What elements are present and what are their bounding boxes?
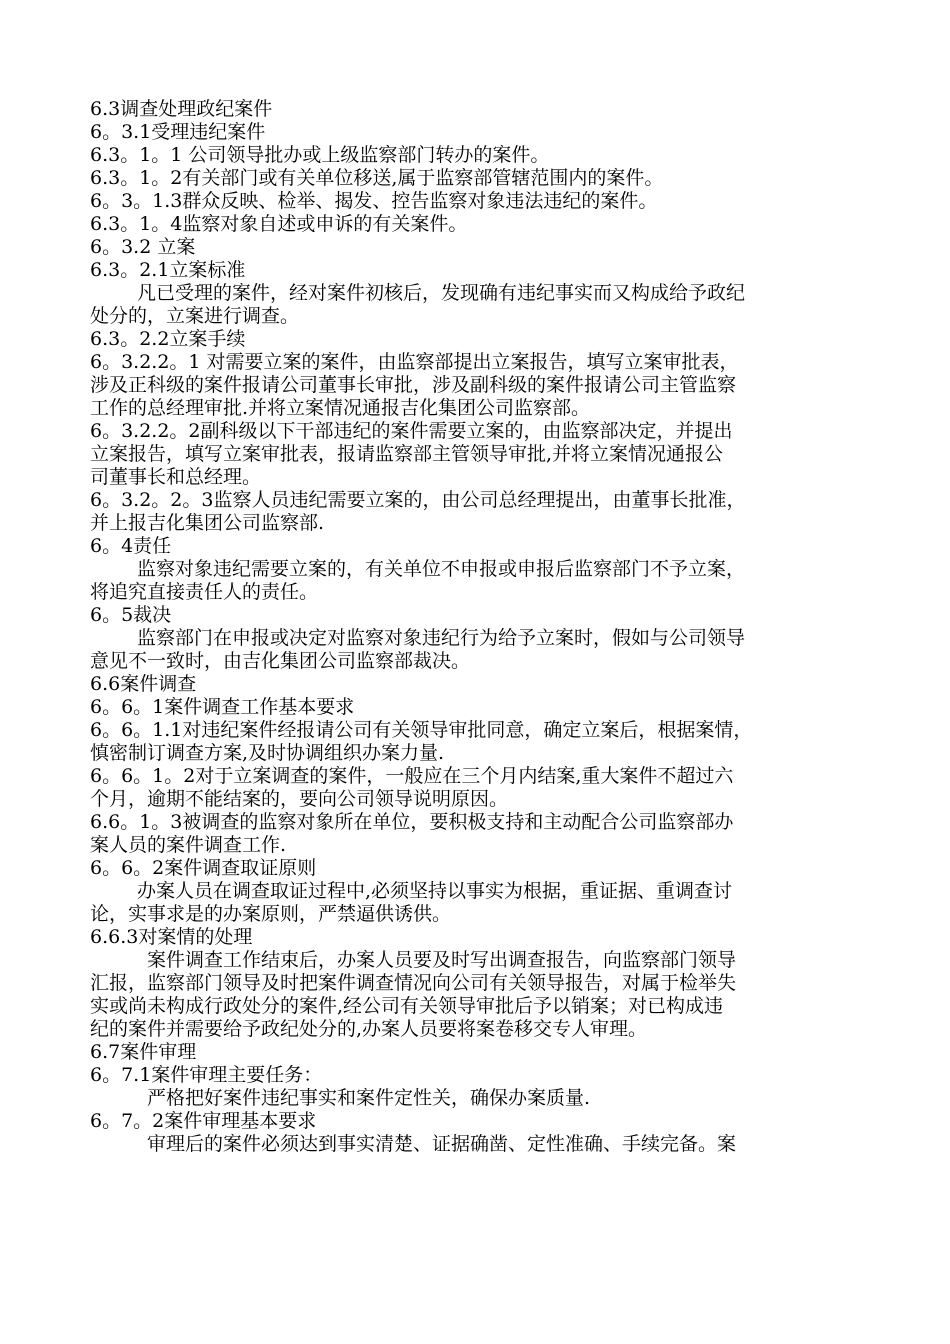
text-line: 6.3。2.1立案标准 xyxy=(90,259,246,281)
document-body xyxy=(90,98,865,1156)
text-line: 6.3。1。2有关部门或有关单位移送,属于监察部管辖范围内的案件。 xyxy=(90,167,664,189)
text-line: 监察部门在申报或决定对监察对象违纪行为给予立案时，假如与公司领导 xyxy=(137,627,746,649)
text-line: 6.3。2.2立案手续 xyxy=(90,328,246,350)
text-line: 6。3.2。2。3监察人员违纪需要立案的，由公司总经理提出，由董事长批准， xyxy=(90,489,746,511)
text-line: 处分的，立案进行调查。 xyxy=(90,305,300,327)
text-line: 纪的案件并需要给予政纪处分的,办案人员要将案卷移交专人审理。 xyxy=(90,1018,648,1040)
text-line: 6。3.1受理违纪案件 xyxy=(90,121,266,143)
text-line: 严格把好案件违纪事实和案件定性关，确保办案质量. xyxy=(147,1087,591,1109)
text-line: 涉及正科级的案件报请公司董事长审批，涉及副科级的案件报请公司主管监察 xyxy=(90,374,737,396)
text-line: 6。5裁决 xyxy=(90,604,172,626)
text-line: 凡已受理的案件，经对案件初核后，发现确有违纪事实而又构成给予政纪 xyxy=(137,282,746,304)
text-line: 监察对象违纪需要立案的，有关单位不申报或申报后监察部门不予立案， xyxy=(137,558,746,580)
text-line: 6。6。2案件调查取证原则 xyxy=(90,857,317,879)
text-line: 6。6。1.1对违纪案件经报请公司有关领导审批同意，确定立案后，根据案情， xyxy=(90,719,753,741)
text-line: 6.7案件审理 xyxy=(90,1041,197,1063)
text-line: 6。3。1.3群众反映、检举、揭发、控告监察对象违法违纪的案件。 xyxy=(90,190,658,212)
text-line: 个月，逾期不能结案的，要向公司领导说明原因。 xyxy=(90,788,509,810)
text-line: 6.6案件调查 xyxy=(90,673,197,695)
text-line: 6.6.3对案情的处理 xyxy=(90,926,253,948)
text-line: 汇报，监察部门领导及时把案件调查情况向公司有关领导报告，对属于检举失 xyxy=(90,972,737,994)
text-line: 6。4责任 xyxy=(90,535,172,557)
text-line: 将追究直接责任人的责任。 xyxy=(90,581,319,603)
text-line: 6。3.2.2。1 对需要立案的案件，由监察部提出立案报告，填写立案审批表， xyxy=(90,351,739,373)
text-line: 立案报告，填写立案审批表，报请监察部主管领导审批,并将立案情况通报公 xyxy=(90,443,724,465)
text-line: 6.3。1。1 公司领导批办或上级监察部门转办的案件。 xyxy=(90,144,550,166)
text-line: 6。7。2案件审理基本要求 xyxy=(90,1110,317,1132)
text-line: 6。6。1案件调查工作基本要求 xyxy=(90,696,355,718)
text-line: 6。3.2.2。2副科级以下干部违纪的案件需要立案的，由监察部决定，并提出 xyxy=(90,420,733,442)
text-line: 审理后的案件必须达到事实清楚、证据确凿、定性准确、手续完备。案 xyxy=(147,1133,737,1155)
text-line: 意见不一致时，由吉化集团公司监察部裁决。 xyxy=(90,650,471,672)
text-line: 6。7.1案件审理主要任务： xyxy=(90,1064,323,1086)
text-line: 慎密制订调查方案,及时协调组织办案力量. xyxy=(90,742,445,764)
text-line: 办案人员在调查取证过程中,必须坚持以事实为根据，重证据、重调查讨 xyxy=(137,880,733,902)
text-line: 并上报吉化集团公司监察部. xyxy=(90,512,325,534)
text-line: 司董事长和总经理。 xyxy=(90,466,262,488)
text-line: 6.3。1。4监察对象自述或申诉的有关案件。 xyxy=(90,213,468,235)
text-line: 案人员的案件调查工作. xyxy=(90,834,287,856)
text-line: 论，实事求是的办案原则，严禁逼供诱供。 xyxy=(90,903,452,925)
text-line: 实或尚未构成行政处分的案件,经公司有关领导审批后予以销案；对已构成违 xyxy=(90,995,724,1017)
text-line: 6。6。1。2对于立案调查的案件，一般应在三个月内结案,重大案件不超过六 xyxy=(90,765,734,787)
text-line: 案件调查工作结束后，办案人员要及时写出调查报告，向监察部门领导 xyxy=(147,949,737,971)
text-line: 6。3.2 立案 xyxy=(90,236,196,258)
text-line: 6.6。1。3被调查的监察对象所在单位，要积极支持和主动配合公司监察部办 xyxy=(90,811,734,833)
text-line: 工作的总经理审批.并将立案情况通报吉化集团公司监察部。 xyxy=(90,397,591,419)
text-line: 6.3调查处理政纪案件 xyxy=(90,98,273,120)
